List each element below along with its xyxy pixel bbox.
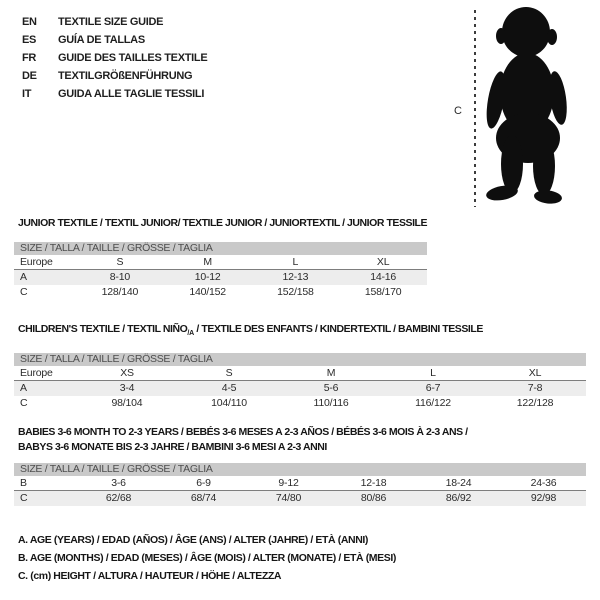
measure-line-label: C [454,105,462,117]
language-code: IT [22,88,32,100]
row-label: C [20,396,28,409]
size-cell: 110/116 [313,396,349,409]
size-cell: 62/68 [105,492,132,504]
size-table [14,255,427,300]
size-cell: 68/74 [190,492,217,504]
section-childrens-textile [14,322,586,411]
language-line [22,49,207,67]
size-cell: L [292,255,299,268]
size-cell: 18-24 [445,477,472,489]
size-cell: 24-36 [530,477,557,489]
legend-notes [18,531,396,585]
size-cell: 74/80 [275,492,302,504]
table-row [14,270,427,285]
language-title: TEXTILGRÖßENFÜHRUNG [58,70,193,82]
size-cell: 9-12 [278,477,299,489]
size-cell: 12-18 [360,477,387,489]
row-label: C [20,492,28,504]
language-line [22,85,207,103]
size-cell: S [225,366,233,379]
table-row [14,491,586,506]
row-label: A [20,381,27,394]
section-title [18,322,586,342]
height-measure-line [474,10,476,207]
baby-silhouette-icon [482,6,574,206]
size-cell: M [326,366,336,379]
size-cell: 98/104 [111,396,143,409]
language-title: TEXTILE SIZE GUIDE [58,16,164,28]
size-cell: 128/140 [101,285,139,298]
size-cell: XS [120,366,134,379]
note-age-months: B. AGE (MONTHS) / EDAD (MESES) / ÂGE (MOIS) / ALTER (MONATE) / ETÀ (MESI) [18,552,396,564]
section-title-line: BABYS 3-6 MONATE BIS 2-3 JAHRE / BAMBINI 3-6 MESI A 2-3 ANNI [18,440,327,453]
row-label: Europe [20,255,53,268]
language-title: GUIDA ALLE TAGLIE TESSILI [58,88,205,100]
height-measure-figure [440,0,600,215]
table-row [14,366,586,381]
table-row [14,476,586,491]
language-list [22,13,207,103]
size-cell: L [430,366,436,379]
size-cell: 86/92 [445,492,472,504]
row-label: A [20,270,27,283]
size-cell: 3-6 [111,477,126,489]
language-code: DE [22,70,37,82]
size-cell: 10-12 [194,270,221,283]
table-row [14,255,427,270]
size-cell: 122/128 [516,396,554,409]
size-cell: M [203,255,212,268]
section-title-line: CHILDREN'S TEXTILE / TEXTIL $NIÑO_{/A}$ / TEXTILE DES ENFANTS / KINDERTEXTIL / BAMBINI TESSILE [18,323,483,338]
size-cell: 140/152 [189,285,226,298]
language-line [22,31,207,49]
table-row [14,396,586,411]
language-title: GUIDE DES TAILLES TEXTILE [58,52,208,64]
size-cell: 6-9 [196,477,211,489]
size-cell: 7-8 [527,381,543,394]
size-cell: 4-5 [221,381,237,394]
language-code: ES [22,34,37,46]
size-table [14,476,586,506]
size-cell: 5-6 [323,381,339,394]
table-row [14,285,427,300]
size-cell: XL [376,255,390,268]
section-junior-textile [14,216,427,300]
size-cell: 80/86 [360,492,387,504]
size-cell: 8-10 [109,270,130,283]
language-code: EN [22,16,37,28]
size-table [14,366,586,411]
size-header-bar: SIZE / TALLA / TAILLE / GRÖSSE / TAGLIA [14,242,427,255]
row-label: B [20,477,27,489]
size-header-bar: SIZE / TALLA / TAILLE / GRÖSSE / TAGLIA [14,463,586,476]
size-cell: 116/122 [415,396,451,409]
size-cell: 104/110 [211,396,247,409]
language-code: FR [22,52,37,64]
size-cell: 158/170 [364,285,402,298]
size-cell: 3-4 [119,381,135,394]
size-cell: 12-13 [282,270,309,283]
size-cell: S [116,255,124,268]
note-age-years: A. AGE (YEARS) / EDAD (AÑOS) / ÂGE (ANS) / ALTER (JAHRE) / ETÀ (ANNI) [18,534,369,546]
section-title [18,216,427,231]
row-label: C [20,285,28,298]
size-cell: 14-16 [370,270,397,283]
section-title-line: BABIES 3-6 MONTH TO 2-3 YEARS / BEBÉS 3-6 MESES A 2-3 AÑOS / BÉBÉS 3-6 MOIS À 2-3 ANS / [18,426,468,438]
size-cell: 92/98 [530,492,557,504]
note-height-cm: C. (cm) HEIGHT / ALTURA / HAUTEUR / HÖHE / ALTEZZA [18,570,282,582]
size-cell: 152/158 [277,285,314,298]
section-babies-textile [14,425,586,506]
size-cell: 6-7 [425,381,441,394]
section-title [18,425,586,454]
language-line [22,67,207,85]
table-row [14,381,586,396]
row-label: Europe [20,366,53,379]
size-header-bar: SIZE / TALLA / TAILLE / GRÖSSE / TAGLIA [14,353,586,366]
section-title-line: JUNIOR TEXTILE / TEXTIL JUNIOR/ TEXTILE JUNIOR / JUNIORTEXTIL / JUNIOR TESSILE [18,217,428,229]
language-title: GUÍA DE TALLAS [58,34,145,46]
language-line [22,13,207,31]
size-cell: XL [528,366,542,379]
